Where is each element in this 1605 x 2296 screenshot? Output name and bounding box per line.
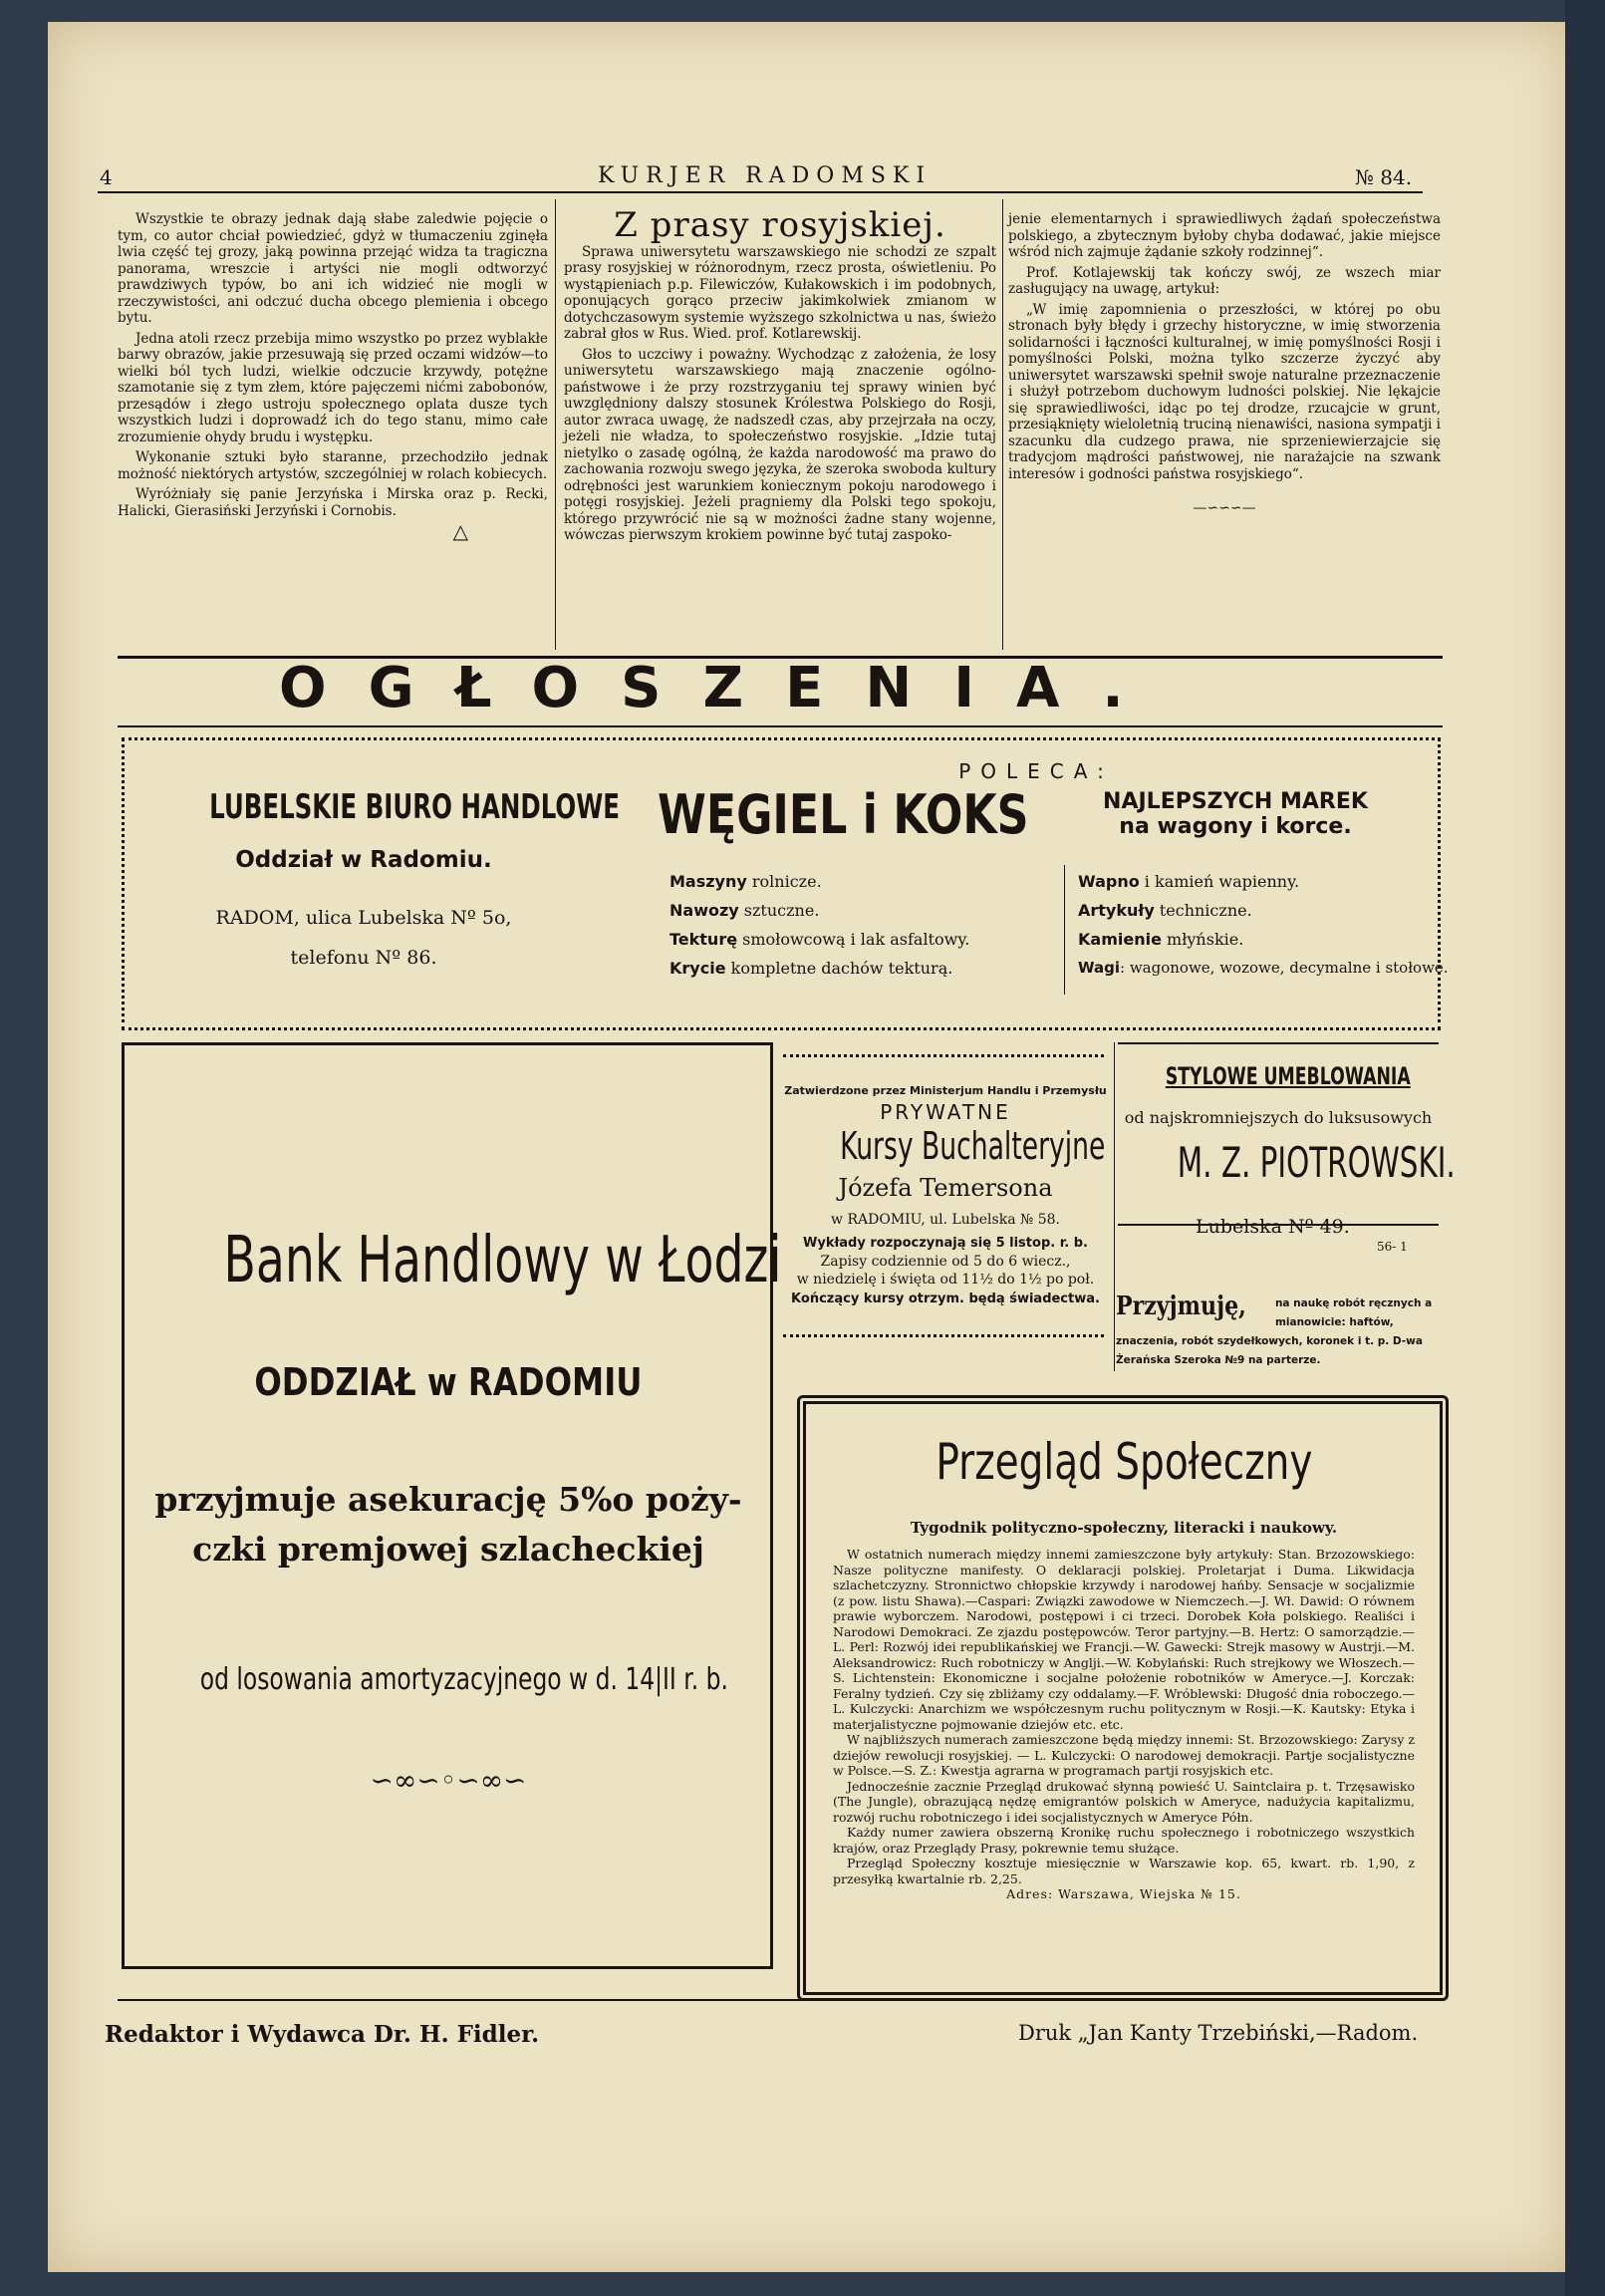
przeglad-title: Przegląd Społeczny bbox=[935, 1433, 1313, 1491]
paragraph: Prof. Kotlajewskij tak kończy swój, ze wszech miar zasługujący na uwagę, artykuł: bbox=[1008, 264, 1441, 297]
marek-line1: NAJLEPSZYCH MAREK bbox=[1103, 789, 1368, 814]
list-item: Kamienie młyńskie. bbox=[1078, 930, 1244, 949]
page-number: 4 bbox=[100, 165, 113, 189]
meble-title: STYLOWE UMEBLOWANIA bbox=[1165, 1062, 1411, 1090]
article-column-1 bbox=[118, 211, 548, 543]
kursy-title: Kursy Buchalteryjne bbox=[840, 1124, 1106, 1168]
list-item: Maszyny rolnicze. bbox=[669, 872, 822, 891]
kursy-line2: Zapisy codziennie od 5 do 6 wiecz., bbox=[820, 1254, 1071, 1270]
article-column-2 bbox=[564, 205, 996, 548]
list-item: Krycie kompletne dachów tekturą. bbox=[669, 959, 953, 978]
paragraph: W ostatnich numerach między innemi zamieszczone były artykuły: Stan. Brzozowskiego: Nasze polityczne manifesty. O deklaracji polskiej. Proletarjat i Duma. Likwidacja szlachetczyzny. Stronnictwo chłopskie krzywdy i narodowej hańby. Sensacje w socjalizmie (z pow. listu Shawa).—Caspari: Związki zawodowe w Niemczech.—J. Wł. Dawid: O równem prawie wyborczem. Narodowi, postępowi i ci trzeci. Dorobek Koła polskiego. Realiści i Narodowi Demokraci. Ze zjazdu postępowców. Teror partyjny.—B. Hertz: O samorządzie.—L. Perl: Rozwój idei republikańskiej we Francji.—W. Gawecki: Strejk masowy w Austrji.—M. Aleksandrowicz: Ruch robotniczy w Anglji.—W. Kobylański: Ruch strejkowy we Włoszech.—S. Lichtenstein: Ekonomiczne i socjalne położenie robotników w Ameryce.—J. Korczak: Feralny tydzień. Czy się zbliżamy czy oddalamy.—F. Wróblewski: Długość dnia roboczego.—L. Kulczycki: Anarchizm we współczesnym ruchu politycznym w Rosji.—K. Kautsky: Etyka i materjalistyczne pojmowanie dziejów etc. etc. bbox=[833, 1547, 1415, 1732]
paragraph: Wyróżniały się panie Jerzyńska i Mirska oraz p. Recki, Halicki, Gierasiński Jerzyński i Cornobis. bbox=[118, 486, 548, 519]
kursy-prywatne: PRYWATNE bbox=[880, 1100, 1011, 1124]
meble-num: 56- 1 bbox=[1377, 1240, 1408, 1254]
marek-line2: na wagony i korce. bbox=[1119, 814, 1352, 839]
paragraph: Wszystkie te obrazy jednak dają słabe zaledwie pojęcie o tym, co autor chciał powiedzieć, gdyż w tłumaczeniu zginęła lwia część tej grozy, jaką powinna przejąć widza ta tragiczna panorama, wreszcie i artyści nie mogli odtworzyć prawdziwych typów, bo ani ich widzieć nie mogli w rzeczywistości, ani odczuć ducha obcego plemienia i obcego bytu. bbox=[118, 211, 548, 326]
paragraph: W najbliższych numerach zamieszczone będą między innemi: St. Brzozowskiego: Zarysy z dziejów rewolucji rosyjskiej. — L. Kulczycki: O narodowej demokracji. Partje socjalistyczne w Polsce.—S. Z.: Kwestja agrarna w programach partji rosyjskich etc. bbox=[833, 1732, 1415, 1778]
przyjmuje-text: na naukę robót ręcznych a mianowicie: haftów, znaczenia, robót szydełkowych, koronek i t. p. D-wa Żerańska Szeroka №9 na parterze. bbox=[1116, 1297, 1433, 1366]
ad-przyjmuje bbox=[1116, 1292, 1445, 1367]
bank-line2: czki premjowej szlacheckiej bbox=[192, 1530, 704, 1569]
meble-sub: od najskromniejszych do luksusowych bbox=[1124, 1108, 1433, 1127]
list-item: Wapno i kamień wapienny. bbox=[1078, 872, 1300, 891]
meble-name: M. Z. PIOTROWSKI. bbox=[1177, 1138, 1456, 1187]
ad1-list-left bbox=[669, 867, 1058, 983]
footer-editor: Redaktor i Wydawca Dr. H. Fidler. bbox=[105, 2021, 540, 2048]
kursy-line3: w niedzielę i święta od 11½ do 1½ po poł. bbox=[796, 1272, 1095, 1288]
list-item: Tekturę smołowcową i lak asfaltowy. bbox=[669, 930, 970, 949]
bank-oddzial: ODDZIAŁ w RADOMIU bbox=[254, 1360, 643, 1404]
author-sign: △ bbox=[452, 519, 468, 543]
column-separator bbox=[555, 199, 556, 650]
przeglad-address: Adres: Warszawa, Wiejska № 15. bbox=[1006, 1886, 1241, 1901]
masthead-title: KURJER RADOMSKI bbox=[598, 163, 933, 188]
kursy-address: w RADOMIU, ul. Lubelska № 58. bbox=[831, 1212, 1060, 1228]
bank-ornament: ∽∞∽◦∽∞∽ bbox=[370, 1764, 527, 1797]
ad1-address: RADOM, ulica Lubelska Nº 5o, bbox=[215, 907, 512, 929]
paragraph: Jednocześnie zacznie Przegląd drukować słynną powieść U. Saintclaira p. t. Trzęsawisko (The Jungle), obrazującą nędzę emigrantów polskich w Ameryce, nadużycia kapitalizmu, rozwój ruchu robotniczego i idei socjalistycznych w Ameryce Półn. bbox=[833, 1778, 1415, 1825]
bank-line1: przyjmuje asekurację 5%o poży- bbox=[154, 1480, 742, 1519]
bank-line3: od losowania amortyzacyjnego w d. 14|II r. b. bbox=[199, 1662, 728, 1697]
ad1-phone: telefonu Nº 86. bbox=[290, 947, 437, 969]
przeglad-sub: Tygodnik polityczno-społeczny, literacki i naukowy. bbox=[910, 1519, 1338, 1537]
kursy-name: Józefa Temersona bbox=[838, 1174, 1053, 1202]
paragraph: Sprawa uniwersytetu warszawskiego nie schodzi ze szpalt prasy rosyjskiej w różnorodnym, rzecz prosta, oświetleniu. Po wystąpieniach p.p. Filewiczów, Kułakowskich i im podobnych, oponujących gorąco przeciw jakimkolwiek zmianom w dotychczasowym systemie wyższego szkolnictwa u nas, świeżo zabrał głos w Rus. Wied. prof. Kotlarewskij. bbox=[564, 243, 996, 342]
paragraph: Każdy numer zawiera obszerną Kronikę ruchu społecznego i robotniczego wszystkich krajów, oraz Przeglądy Prasy, pokrewnie temu służące. bbox=[833, 1825, 1415, 1856]
ad1-poleca: POLECA: bbox=[958, 759, 1114, 783]
paragraph: jenie elementarnych i sprawiedliwych żądań społeczeństwa polskiego, a zbytecznym byłoby chyba dodawać, jakie miejsce wśród nich zajmuje żądanie szkoły rodzinnej“. bbox=[1008, 211, 1441, 260]
binding-edge bbox=[1565, 0, 1605, 2296]
przeglad-body bbox=[833, 1547, 1415, 1902]
ad1-wegiel: WĘGIEL i KOKS bbox=[658, 783, 1029, 846]
list-separator bbox=[1064, 865, 1065, 995]
list-item: Artykuły techniczne. bbox=[1078, 901, 1252, 920]
kursy-line1: Wykłady rozpoczynają się 5 listop. r. b. bbox=[803, 1236, 1088, 1251]
kursy-top: Zatwierdzone przez Ministerjum Handlu i Przemysłu bbox=[784, 1084, 1107, 1097]
article-title: Z prasy rosyjskiej. bbox=[614, 205, 946, 245]
column-separator bbox=[1114, 1042, 1115, 1371]
ad1-marek bbox=[1076, 789, 1395, 839]
section-rule bbox=[118, 725, 1443, 727]
ad1-title: LUBELSKIE BIURO HANDLOWE bbox=[209, 787, 620, 827]
paragraph: Wykonanie sztuki było staranne, przechodziło jednak możność niektórych artystów, szczególniej w rolach kobiecych. bbox=[118, 449, 548, 482]
footer-rule bbox=[118, 1999, 1443, 2001]
meble-address: Lubelska Nº 49. bbox=[1196, 1216, 1350, 1238]
paragraph: Jedna atoli rzecz przebija mimo wszystko po przez wyblakłe barwy obrazów, jakie przesuwają się przed oczami widzów—to wielki ból tych ludzi, wielkie odczucie krzywdy, potężne szamotanie się z tym złem, które pajęczemi nićmi zabobonów, przesądów i złego ustroju społecznego oplata dusze tych wszystkich ludzi i doprowadź ich do tego stanu, mimo całe zrozumienie ohydy brudu i występku. bbox=[118, 330, 548, 445]
article-column-3 bbox=[1008, 211, 1441, 517]
list-item: Wagi: wagonowe, wozowe, decymalne i stołowe. bbox=[1078, 959, 1449, 977]
bank-title: Bank Handlowy w Łodzi bbox=[223, 1224, 782, 1297]
paragraph: Przegląd Społeczny kosztuje miesięcznie w Warszawie kop. 65, kwart. rb. 1,90, z przesyłką kwartalnie rb. 2,25. bbox=[833, 1856, 1415, 1886]
ad1-sub: Oddział w Radomiu. bbox=[235, 847, 492, 873]
footer-printer: Druk „Jan Kanty Trzebiński,—Radom. bbox=[1018, 2021, 1419, 2045]
paragraph: „W imię zapomnienia o przeszłości, w której po obu stronach były błędy i grzechy historyczne, w imię stworzenia solidarności i łączności kulturalnej, w imię pomyślności Rosji i pomyślności Polski, można tylko szczerze życzyć aby uniwersytet warszawski spełnił swoje naturalne przeznaczenie i służył potrzebom duchowym ludności polskiej. Nie lękajcie się sprawiedliwości, idąc po tej drodze, rzucajcie w grunt, przesiąknięty wieloletnią truciną nienawiści, nasiona sympatji i szacunku dla cudzego prawa, nie sprzeniewierzajcie się tradycjom mądrości państwowej, nie narażajcie na szwank interesów i godności państwa rosyjskiego“. bbox=[1008, 301, 1441, 482]
ad1-list-right bbox=[1078, 867, 1449, 983]
column-separator bbox=[1002, 199, 1003, 650]
paragraph: Głos to uczciwy i poważny. Wychodząc z założenia, że losy uniwersytetu warszawskiego mają znaczenie ogólno-państwowe i że przy rozstrzyganiu tej sprawy winien być uwzględniony dalszy stosunek Królestwa Polskiego do Rosji, autor zwraca uwagę, że nadszedł czas, aby przejrzała na oczy, jeżeli nie władza, to społeczeństwo rosyjskie. „Idzie tutaj nietylko o zasadę ogólną, że każda narodowość ma prawo do zachowania rozwoju swego języka, że szeroka swoboda kultury odrębności jest warunkiem koniecznym pokoju narodowego i potęgi rosyjskiej. Jeżeli pragniemy dla Polski tego spokoju, którego przywrócić nie są w możności żadne stany wojenne, wówczas pierwszym krokiem powinne być tutaj zaspoko- bbox=[564, 346, 996, 543]
ads-heading: OGŁOSZENIA. bbox=[279, 656, 1166, 720]
list-item: Nawozy sztuczne. bbox=[669, 901, 820, 920]
issue-number: № 84. bbox=[1355, 165, 1413, 189]
header-rule bbox=[98, 191, 1423, 193]
przyjmuje-big: Przyjmuję, bbox=[1116, 1292, 1246, 1321]
kursy-line4: Kończący kursy otrzym. będą świadectwa. bbox=[791, 1292, 1100, 1306]
divider-ornament: —∽∽∽— bbox=[1193, 500, 1256, 516]
